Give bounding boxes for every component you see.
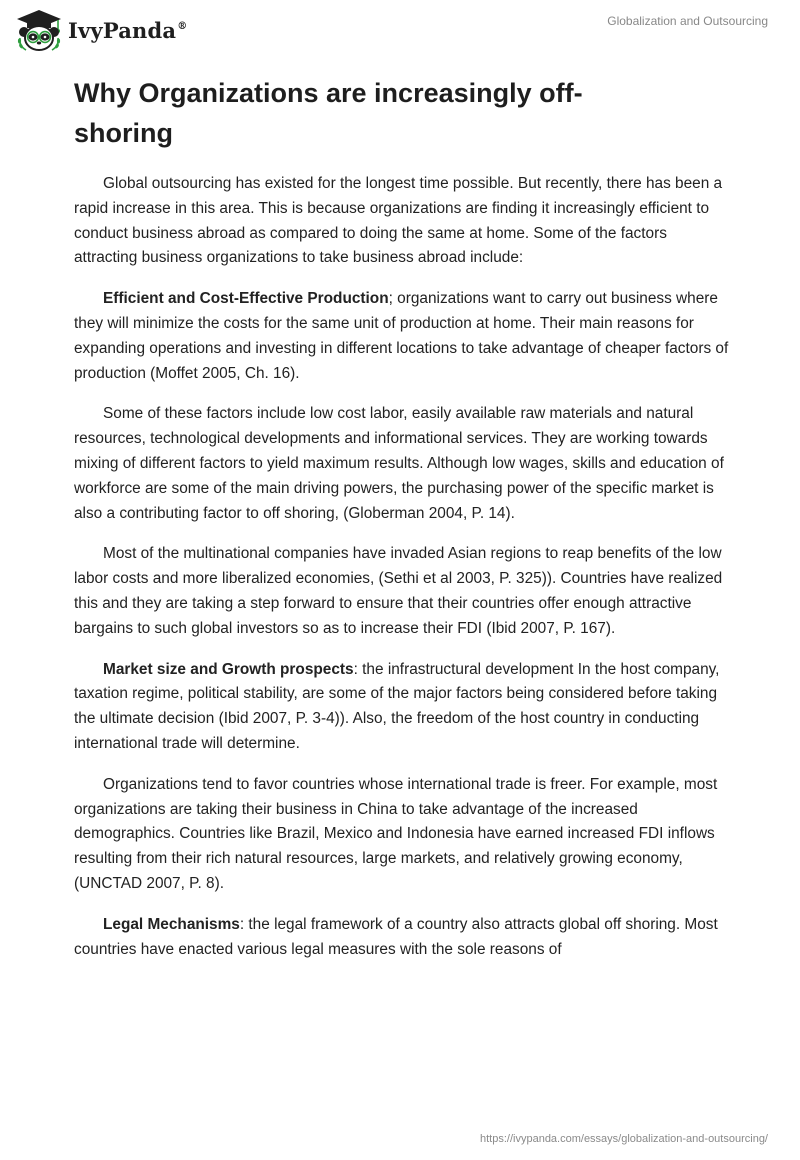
paragraph: Legal Mechanisms: the legal framework of a country also attracts global off shoring. Most countries have enacted various legal measures with the sole reasons of bbox=[74, 915, 718, 958]
ivypanda-logo[interactable] bbox=[14, 8, 187, 52]
paragraph: Market size and Growth prospects: the infrastructural development In the host company, taxation regime, political stability, are some of the major factors being considered before taking the ultimate decision (Ibid 2007, P. 3-4)). Also, the freedom of the host country in conducting international trade will determine. bbox=[74, 660, 720, 752]
page-title: Why Organizations are increasingly off-shoring bbox=[74, 78, 583, 148]
paragraph: Most of the multinational companies have invaded Asian regions to reap benefits of the low labor costs and more liberalized economies, (Sethi et al 2003, P. 325)). Countries have realized this and they are taking a step forward to ensure that their countries offer enough attractive bargains to such global investors so as to increase their FDI (Ibid 2007, P. 167). bbox=[74, 545, 723, 637]
essay-body bbox=[74, 172, 734, 978]
source-url[interactable]: https://ivypanda.com/essays/globalization-and-outsourcing/ bbox=[480, 1133, 768, 1145]
paragraph: Efficient and Cost-Effective Production; organizations want to carry out business where they will minimize the costs for the same unit of production at home. Their main reasons for expanding operations and investing in different locations to take advantage of cheaper factors of production (Moffet 2005, Ch. 16). bbox=[74, 290, 729, 382]
paragraph: Global outsourcing has existed for the longest time possible. But recently, there has been a rapid increase in this area. This is because organizations are finding it increasingly efficient to conduct business abroad as compared to doing the same at home. Some of the factors attracting business organizations to take business abroad include: bbox=[74, 175, 723, 267]
brand-name: IvyPanda® bbox=[68, 17, 188, 43]
page-header bbox=[0, 0, 800, 60]
panda-graduate-icon bbox=[14, 8, 64, 52]
running-title: Globalization and Outsourcing bbox=[607, 14, 768, 28]
paragraph: Some of these factors include low cost labor, easily available raw materials and natural resources, technological developments and informational services. They are working towards mixing of different factors to yield maximum results. Although low wages, skills and education of workforce are some of the main driving powers, the purchasing power of the specific market is also a contributing factor to off shoring, (Globerman 2004, P. 14). bbox=[74, 405, 724, 522]
paragraph: Organizations tend to favor countries whose international trade is freer. For example, most organizations are taking their business in China to take advantage of the increased demographics. Countries like Brazil, Mexico and Indonesia have earned increased FDI inflows resulting from their rich natural resources, large markets, and relatively growing economy, (UNCTAD 2007, P. 8). bbox=[74, 775, 718, 892]
